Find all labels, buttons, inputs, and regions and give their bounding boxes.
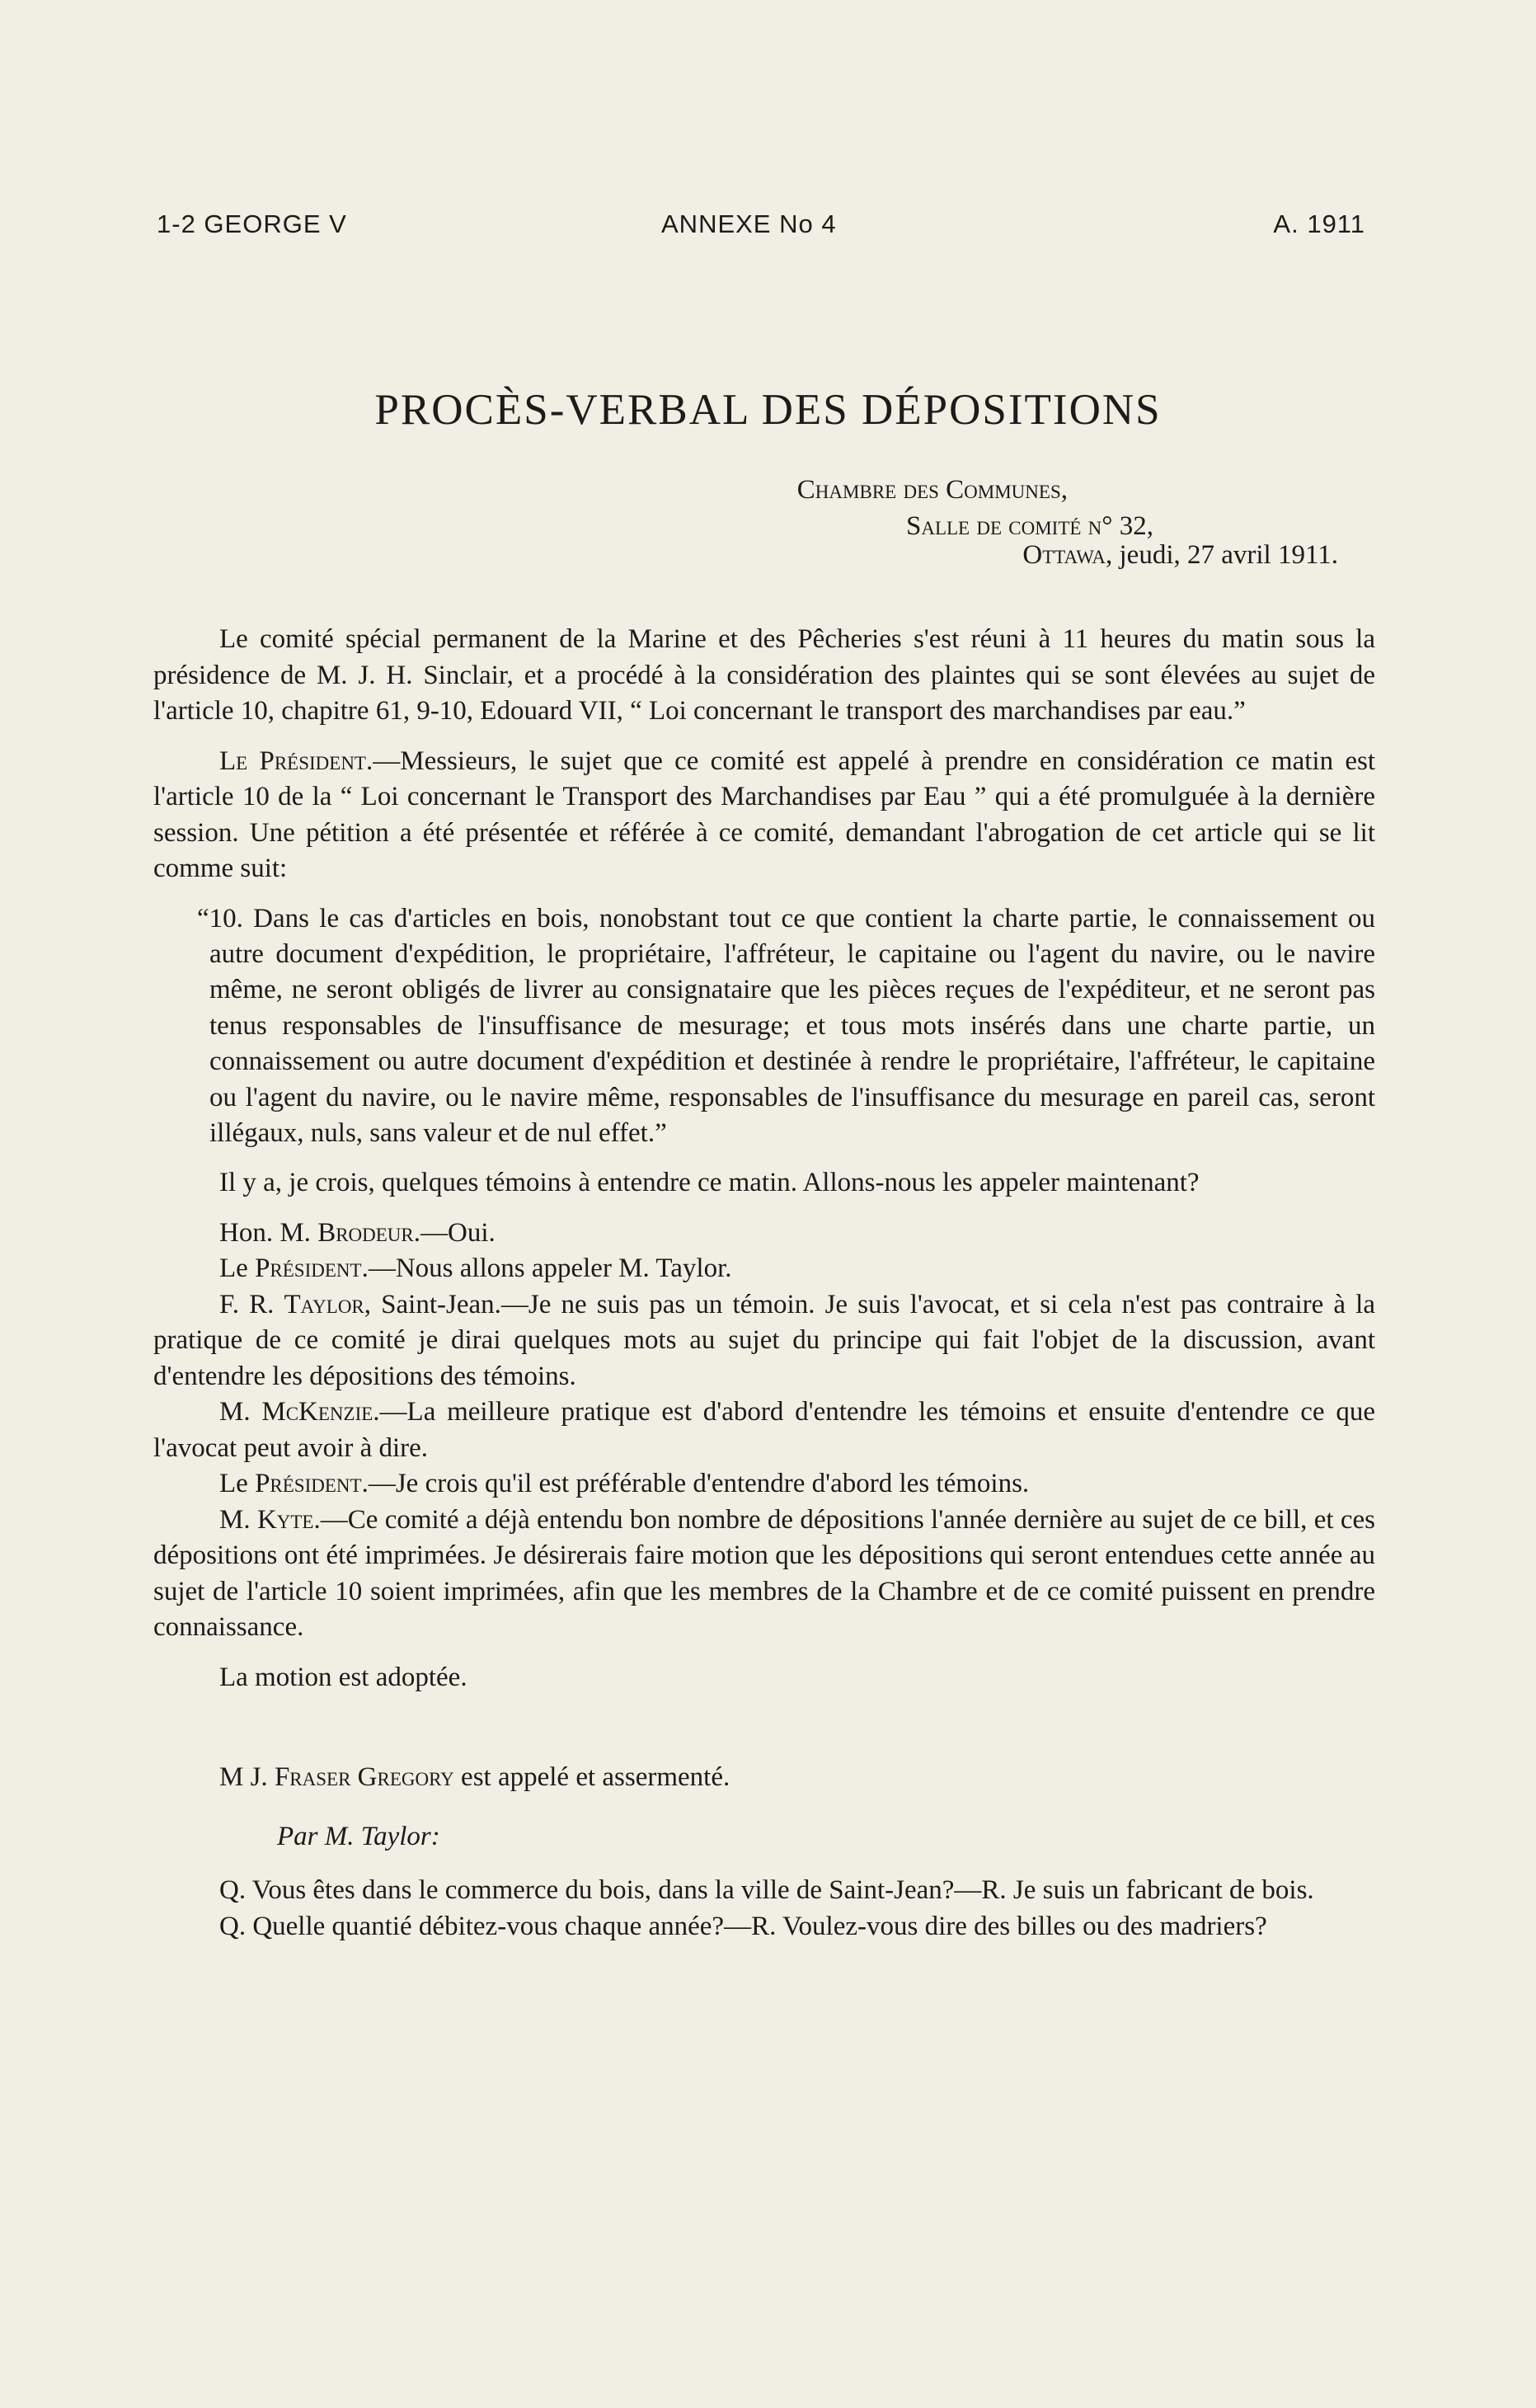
paragraph-motion: La motion est adoptée.	[219, 1662, 467, 1692]
paragraph-text: Saint-Jean.—Je ne suis pas un témoin. Je suis l'avocat, et si cela n'est pas contraire à la pratique de ce comité je dirai quelques mots au sujet du principe qui fait l'objet de la discussion, avant d'entendre les dépositions des témoins.	[153, 1289, 1375, 1391]
document-body	[153, 590, 1375, 1945]
running-head	[157, 209, 1365, 246]
speaker-name: Président.	[255, 1253, 369, 1284]
page-title: PROCÈS-VERBAL DES DÉPOSITIONS	[374, 386, 1162, 434]
paragraph-witnesses: Il y a, je crois, quelques témoins à entendre ce matin. Allons-nous les appeler maintenant?	[219, 1168, 1200, 1198]
running-head-center: ANNEXE No 4	[661, 209, 837, 238]
speaker-name: Brodeur.	[317, 1217, 421, 1248]
paragraph-intro: Le comité spécial permanent de la Marine et des Pêcheries s'est réuni à 11 heures du matin sous la présidence de M. J. H. Sinclair, et a procédé à la considération des plaintes qui se sont élevées au sujet de l'article 10, chapitre 61, 9-10, Edouard VII, “ Loi concernant le transport des marchandises par eau.”	[153, 624, 1375, 726]
paragraph-kyte	[153, 1503, 1375, 1646]
speaker-name: Taylor,	[284, 1289, 372, 1319]
running-head-left: 1-2 GEORGE V	[157, 209, 347, 238]
speaker-prefix: F. R.	[219, 1289, 284, 1319]
speaker-name: Président.	[255, 1469, 369, 1499]
speaker-prefix: M.	[219, 1397, 262, 1427]
speaker-name: McKenzie.	[261, 1397, 380, 1427]
running-head-right: A. 1911	[1273, 209, 1365, 238]
examiner-byline: Par M. Taylor:	[277, 1821, 440, 1851]
quoted-article-10: “10. Dans le cas d'articles en bois, nonobstant tout ce que contient la charte partie, le connaissement ou autre document d'expédition, le propriétaire, l'affréteur, le capitaine ou l'agent du navire, ou le navire même, ne seront obligés de livrer au consignataire que les pièces reçues de l'expéditeur, et ne seront pas tenus responsables de l'insuffisance de mesurage; et tous mots insérés dans une charte partie, un connaissement ou autre document d'expédition et destinée à rendre le propriétaire, l'affréteur, le capitaine ou l'agent du navire, ou le navire même, responsables de l'insuffisance du mesurage en pareil cas, seront illégaux, nuls, sans valeur et de nul effet.”	[197, 903, 1375, 1148]
paragraph-gregory-sworn	[153, 1760, 1375, 1796]
paragraph-text: —Je crois qu'il est préférable d'entendre d'abord les témoins.	[368, 1469, 1030, 1499]
speaker-prefix: M J.	[219, 1762, 275, 1793]
speaker-name: Le Président.	[219, 745, 373, 776]
paragraph-text: —Ce comité a déjà entendu bon nombre de dépositions l'année dernière au sujet de ce bill, et ces dépositions ont été imprimées. Je désirerais faire motion que les dépositions qui seront entendues cette année au sujet de l'article 10 soient imprimées, afin que les membres de la Chambre et de ce comité puissent en prendre connaissance.	[153, 1504, 1375, 1643]
paragraph-brodeur	[153, 1216, 1375, 1252]
paragraph-text: —Oui.	[420, 1217, 496, 1248]
paragraph-president-opening	[153, 744, 1375, 887]
question-2: Q. Quelle quantié débitez-vous chaque année?—R. Voulez-vous dire des billes ou des madriers?	[219, 1911, 1267, 1941]
paragraph-text: est appelé et assermenté.	[453, 1762, 730, 1793]
heading-place-date	[1022, 537, 1338, 573]
speaker-name: Fraser Gregory	[274, 1762, 454, 1793]
paragraph-president-taylor	[153, 1251, 1375, 1287]
heading-date: jeudi, 27 avril 1911.	[1119, 540, 1338, 570]
speaker-prefix: Le	[219, 1469, 256, 1499]
paragraph-text: —Messieurs, le sujet que ce comité est appelé à prendre en considération ce matin est l'article 10 de la “ Loi concernant le Transport des Marchandises par Eau ” qui a été promulguée à la dernière session. Une pétition a été présentée et référée à ce comité, demandant l'abrogation de cet article qui se lit comme suit:	[153, 745, 1375, 883]
heading-chamber: Chambre des Communes,	[796, 475, 1068, 505]
speaker-name: Kyte.	[256, 1504, 321, 1535]
heading-room: Salle de comité n° 32,	[906, 511, 1153, 541]
paragraph-text: —Nous allons appeler M. Taylor.	[368, 1253, 732, 1284]
paragraph-taylor	[153, 1287, 1375, 1395]
paragraph-president-witnesses	[153, 1466, 1375, 1503]
speaker-prefix: M.	[219, 1504, 257, 1535]
speaker-prefix: Hon. M.	[219, 1217, 318, 1248]
paragraph-text: —La meilleure pratique est d'abord d'entendre les témoins et ensuite d'entendre ce que l'avocat peut avoir à dire.	[153, 1397, 1375, 1463]
heading-place: Ottawa,	[1022, 540, 1113, 570]
speaker-prefix: Le	[219, 1253, 256, 1284]
paragraph-mckenzie	[153, 1394, 1375, 1466]
question-1: Q. Vous êtes dans le commerce du bois, dans la ville de Saint-Jean?—R. Je suis un fabricant de bois.	[219, 1875, 1314, 1906]
